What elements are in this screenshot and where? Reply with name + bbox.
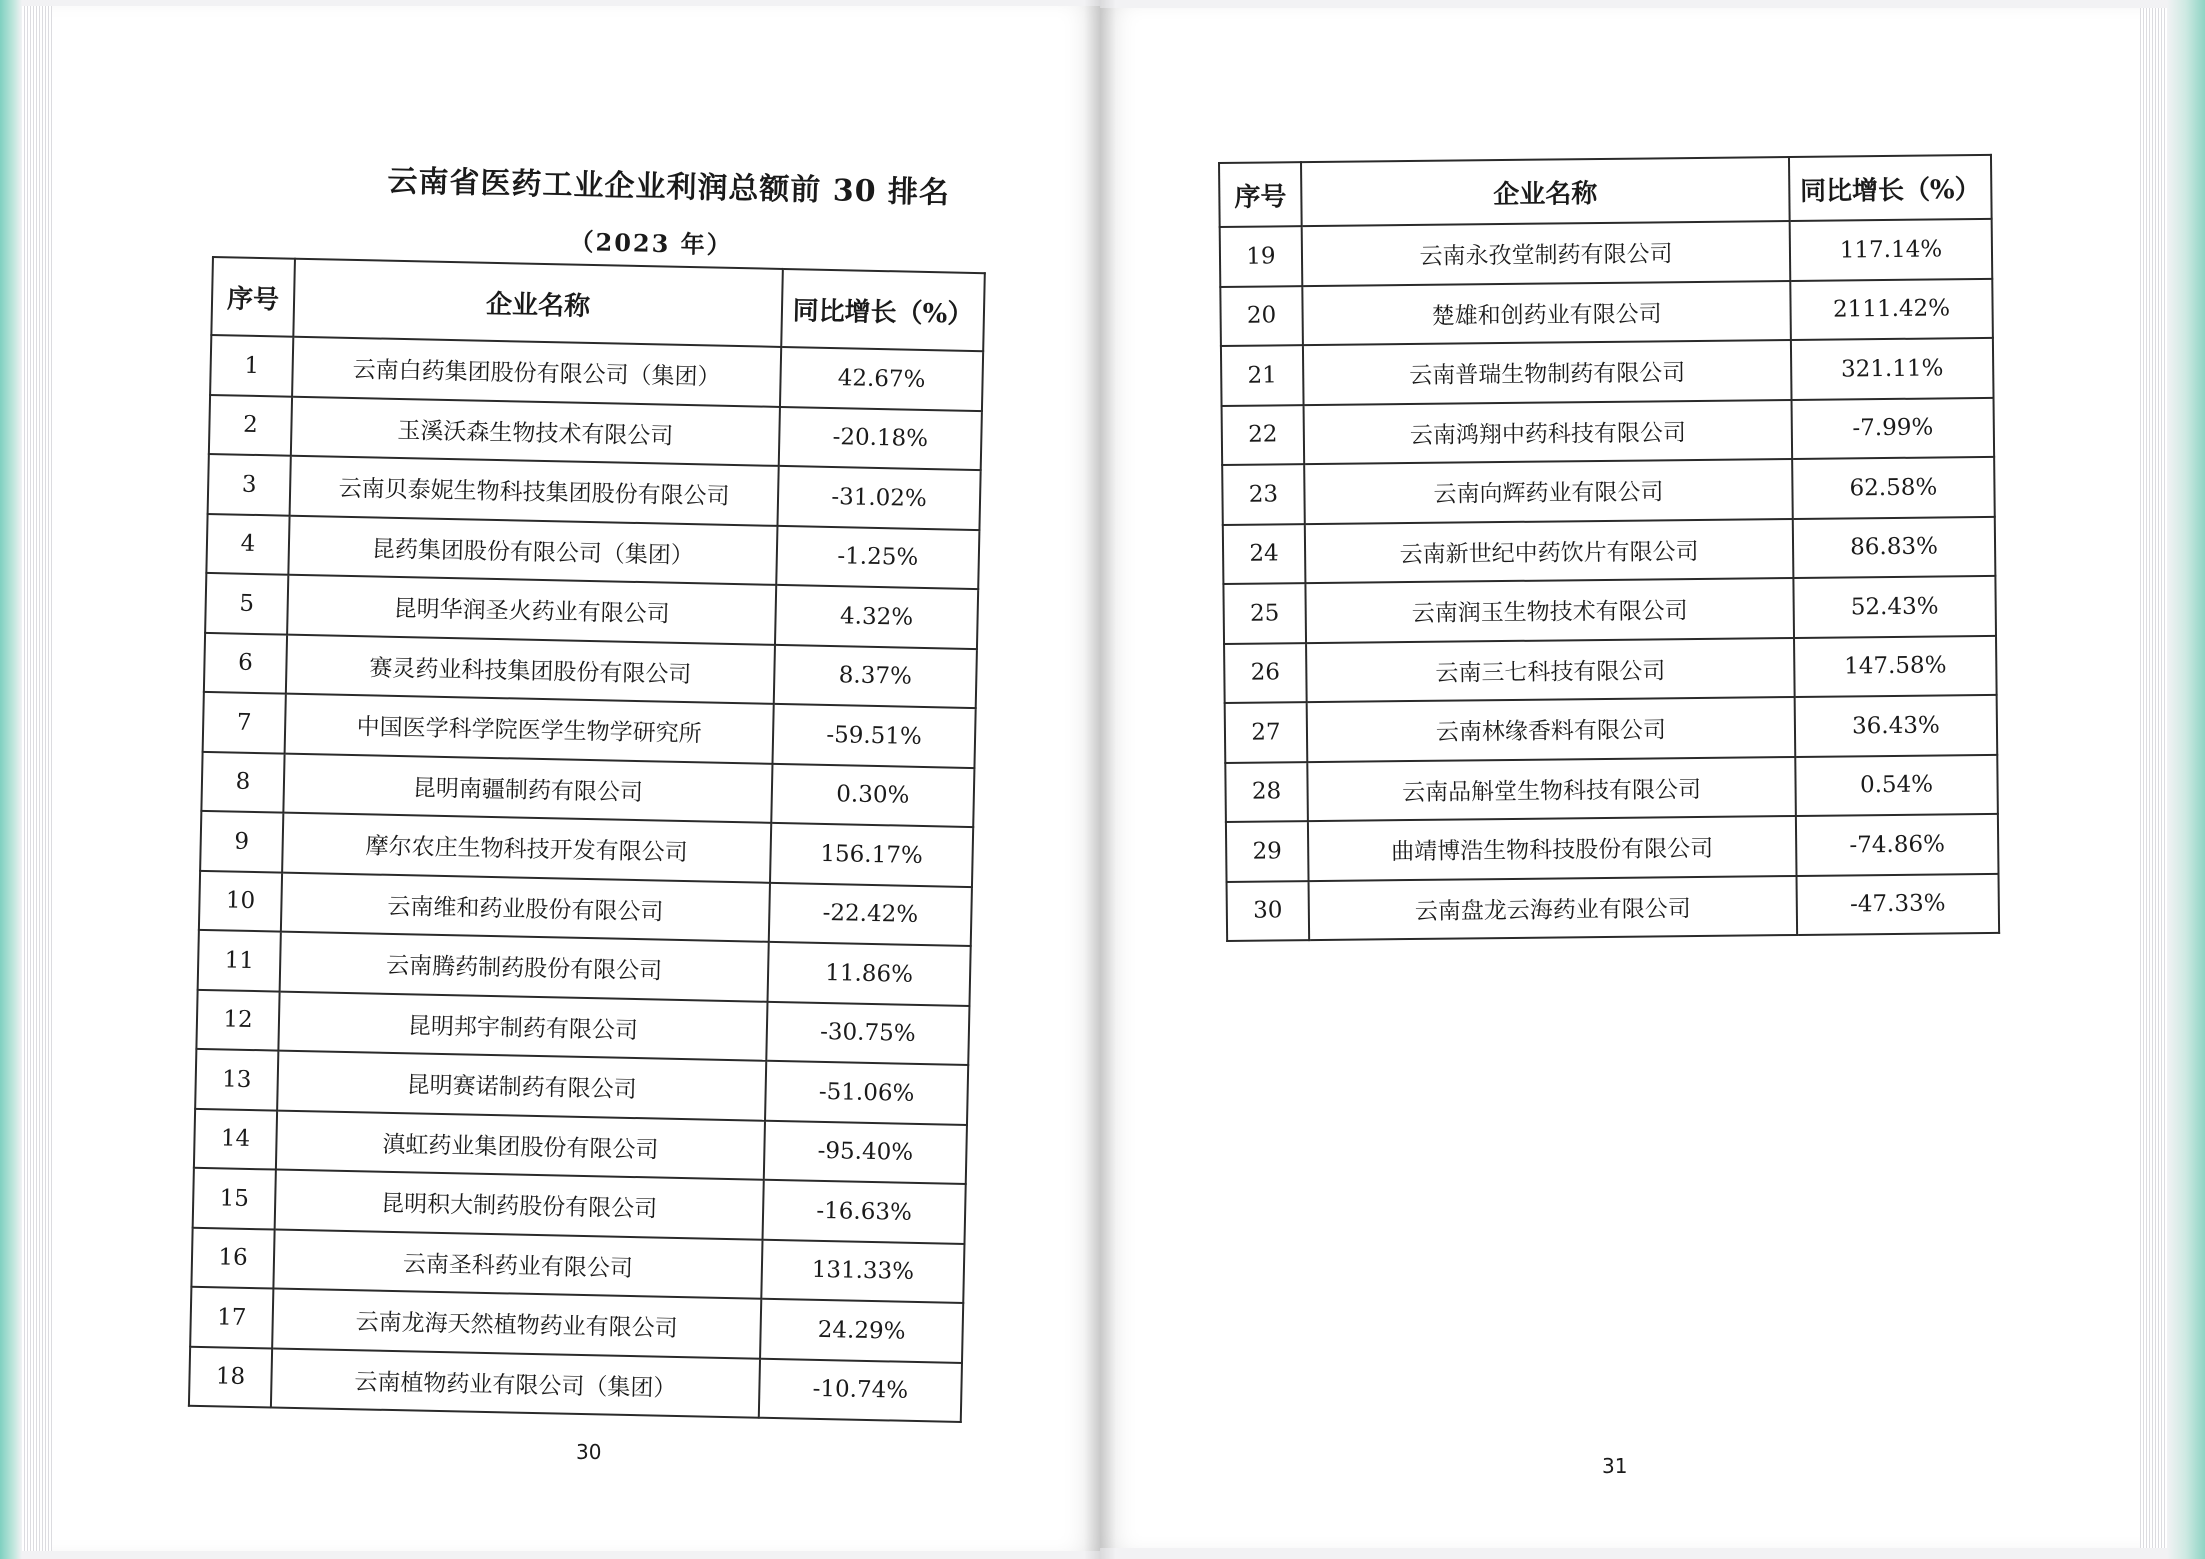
header-serial-no: 序号 — [211, 257, 295, 337]
row-company-name: 云南腾药制药股份有限公司 — [280, 932, 769, 1002]
row-yoy-growth: 0.30% — [771, 763, 974, 827]
row-yoy-growth: 24.29% — [760, 1299, 963, 1363]
row-serial-no: 17 — [190, 1287, 273, 1348]
header-serial-no: 序号 — [1219, 162, 1302, 227]
row-yoy-growth: -22.42% — [769, 882, 972, 946]
table-row — [1223, 516, 1996, 584]
table-row — [1220, 219, 1993, 287]
page-stack-right — [2140, 8, 2170, 1548]
row-company-name: 云南植物药业有限公司（集团） — [271, 1348, 760, 1418]
row-serial-no: 3 — [208, 454, 291, 515]
row-yoy-growth: -30.75% — [766, 1001, 969, 1065]
row-serial-no: 11 — [198, 930, 281, 991]
row-serial-no: 26 — [1224, 643, 1307, 703]
row-serial-no: 10 — [199, 870, 282, 931]
row-yoy-growth: -51.06% — [765, 1061, 968, 1125]
row-company-name: 玉溪沃森生物技术有限公司 — [291, 396, 780, 466]
table-row — [1223, 576, 1996, 644]
row-company-name: 云南白药集团股份有限公司（集团） — [292, 337, 781, 407]
row-serial-no: 18 — [189, 1346, 272, 1407]
row-company-name: 云南新世纪中药饮片有限公司 — [1305, 519, 1794, 584]
scan-edge-right — [2167, 0, 2205, 1559]
row-yoy-growth: 42.67% — [780, 347, 983, 411]
row-company-name: 昆明赛诺制药有限公司 — [277, 1051, 766, 1121]
row-serial-no: 14 — [194, 1108, 277, 1169]
table-row — [1225, 695, 1998, 763]
row-serial-no: 5 — [205, 573, 288, 634]
row-serial-no: 13 — [195, 1049, 278, 1110]
row-company-name: 昆明华润圣火药业有限公司 — [287, 575, 776, 645]
row-yoy-growth: 36.43% — [1795, 695, 1998, 757]
table-row — [1221, 338, 1994, 406]
row-serial-no: 7 — [203, 692, 286, 753]
row-company-name: 滇虹药业集团股份有限公司 — [276, 1110, 765, 1180]
table-row — [1220, 278, 1993, 346]
row-yoy-growth: 321.11% — [1791, 338, 1994, 400]
row-company-name: 云南三七科技有限公司 — [1306, 637, 1795, 702]
row-yoy-growth: -16.63% — [763, 1180, 966, 1244]
row-yoy-growth: -10.74% — [759, 1358, 962, 1422]
row-company-name: 云南盘龙云海药业有限公司 — [1309, 875, 1798, 940]
row-yoy-growth: -7.99% — [1792, 397, 1995, 459]
table-row — [1227, 873, 2000, 941]
row-serial-no: 16 — [191, 1227, 274, 1288]
row-company-name: 云南龙海天然植物药业有限公司 — [272, 1289, 761, 1359]
row-serial-no: 19 — [1220, 226, 1303, 286]
row-serial-no: 25 — [1223, 583, 1306, 643]
row-yoy-growth: 147.58% — [1794, 635, 1997, 697]
row-serial-no: 24 — [1223, 524, 1306, 584]
row-serial-no: 6 — [204, 632, 287, 693]
table-row — [1225, 754, 1998, 822]
row-yoy-growth: -59.51% — [772, 704, 975, 768]
ranking-table-left — [188, 256, 986, 1423]
page-stack-left — [22, 6, 52, 1551]
row-company-name: 昆药集团股份有限公司（集团） — [288, 515, 777, 585]
row-company-name: 云南圣科药业有限公司 — [273, 1229, 762, 1299]
row-serial-no: 27 — [1225, 702, 1308, 762]
page-number-right: 31 — [1602, 1454, 1628, 1478]
row-company-name: 昆明积大制药股份有限公司 — [275, 1170, 764, 1240]
row-company-name: 云南永孜堂制药有限公司 — [1302, 221, 1791, 286]
row-yoy-growth: -20.18% — [779, 406, 982, 470]
row-company-name: 云南林缘香料有限公司 — [1307, 697, 1796, 762]
row-yoy-growth: 131.33% — [761, 1239, 964, 1303]
row-serial-no: 22 — [1222, 405, 1305, 465]
row-yoy-growth: 86.83% — [1793, 516, 1996, 578]
row-yoy-growth: -1.25% — [776, 525, 979, 589]
header-yoy-growth: 同比增长（%） — [1789, 155, 1992, 221]
row-company-name: 云南品斛堂生物科技有限公司 — [1307, 756, 1796, 821]
header-company-name: 企业名称 — [1301, 157, 1790, 226]
row-serial-no: 1 — [210, 335, 293, 396]
table-row — [1226, 814, 1999, 882]
header-company-name: 企业名称 — [293, 259, 783, 347]
scan-edge-left — [0, 0, 22, 1559]
row-serial-no: 28 — [1225, 762, 1308, 822]
table-row — [1222, 397, 1995, 465]
row-serial-no: 29 — [1226, 821, 1309, 881]
row-serial-no: 21 — [1221, 345, 1304, 405]
page-subtitle: （2023 年） — [569, 226, 734, 260]
row-company-name: 云南鸿翔中药科技有限公司 — [1304, 400, 1793, 465]
book-gutter — [1084, 0, 1116, 1559]
table-row — [1224, 635, 1997, 703]
row-company-name: 摩尔农庄生物科技开发有限公司 — [282, 813, 771, 883]
row-yoy-growth: 117.14% — [1790, 219, 1993, 281]
row-yoy-growth: 4.32% — [775, 585, 978, 649]
row-company-name: 赛灵药业科技集团股份有限公司 — [286, 634, 775, 704]
row-yoy-growth: 0.54% — [1795, 754, 1998, 816]
row-yoy-growth: -74.86% — [1796, 814, 1999, 876]
row-company-name: 昆明南疆制药有限公司 — [283, 753, 772, 823]
row-company-name: 云南向辉药业有限公司 — [1304, 459, 1793, 524]
row-yoy-growth: 8.37% — [774, 644, 977, 708]
row-serial-no: 15 — [193, 1168, 276, 1229]
row-company-name: 云南贝泰妮生物科技集团股份有限公司 — [290, 456, 779, 526]
row-company-name: 昆明邦宇制药有限公司 — [278, 991, 767, 1061]
row-yoy-growth: 52.43% — [1793, 576, 1996, 638]
row-serial-no: 2 — [209, 394, 292, 455]
row-yoy-growth: -95.40% — [764, 1120, 967, 1184]
row-company-name: 云南维和药业股份有限公司 — [281, 872, 770, 942]
table-header-row — [1219, 155, 1992, 227]
row-yoy-growth: -47.33% — [1797, 873, 2000, 935]
row-company-name: 中国医学科学院医学生物学研究所 — [285, 694, 774, 764]
row-yoy-growth: -31.02% — [777, 466, 980, 530]
row-yoy-growth: 156.17% — [770, 823, 973, 887]
row-company-name: 云南润玉生物技术有限公司 — [1305, 578, 1794, 643]
header-yoy-growth: 同比增长（%） — [781, 269, 985, 351]
row-serial-no: 30 — [1227, 881, 1310, 941]
page-title: 云南省医药工业企业利润总额前 30 排名 — [387, 163, 951, 211]
row-serial-no: 20 — [1220, 286, 1303, 346]
row-serial-no: 23 — [1222, 464, 1305, 524]
page-number-left: 30 — [576, 1440, 602, 1464]
row-yoy-growth: 62.58% — [1792, 457, 1995, 519]
ranking-table-right — [1218, 154, 2000, 942]
row-yoy-growth: 11.86% — [768, 942, 971, 1006]
row-company-name: 曲靖博浩生物科技股份有限公司 — [1308, 816, 1797, 881]
row-serial-no: 12 — [196, 989, 279, 1050]
table-row — [1222, 457, 1995, 525]
row-yoy-growth: 2111.42% — [1790, 278, 1993, 340]
row-serial-no: 4 — [206, 513, 289, 574]
row-serial-no: 8 — [201, 751, 284, 812]
row-company-name: 楚雄和创药业有限公司 — [1302, 281, 1791, 346]
row-company-name: 云南普瑞生物制药有限公司 — [1303, 340, 1792, 405]
row-serial-no: 9 — [200, 811, 283, 872]
